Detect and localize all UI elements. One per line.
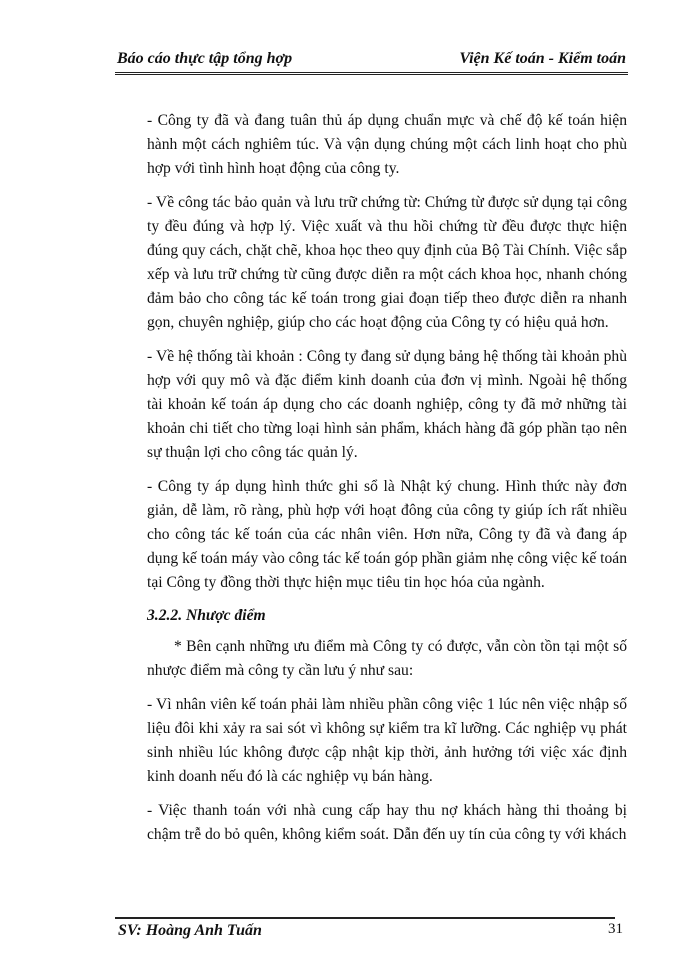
- paragraph-accounting-standards: - Công ty đã và đang tuân thủ áp dụng chuẩn mực và chế độ kế toán hiện hành một cách nghiêm túc. Và vận dụng chúng một cách linh hoạt cho phù hợp với tình hình hoạt động của công ty.: [147, 112, 627, 177]
- paragraph-bookkeeping-form: - Công ty áp dụng hình thức ghi sổ là Nhật ký chung. Hình thức này đơn giản, dễ làm, rõ ràng, phù hợp với hoạt đông của công ty giúp ích rất nhiều cho công tác kế toán của các nhân viên. Hơn nữa, Công ty đã và đang áp dụng kế toán máy vào công tác kế toán góp phần giảm nhẹ công việc kế toán tại Công ty đồng thời thực hiện mục tiêu tin học hóa của ngành.: [147, 478, 627, 591]
- page-body: [147, 109, 627, 857]
- paragraph-account-system: - Về hệ thống tài khoản : Công ty đang sử dụng bảng hệ thống tài khoản phù hợp với quy mô và đặc điểm kinh doanh của đơn vị mình. Ngoài hệ thống tài khoản kế toán áp dụng cho các doanh nghiệp, công ty đã mở những tài khoản chi tiết cho từng loại hình sản phẩm, khách hàng đã góp phần tạo nên sự thuận lợi cho công tác quản lý.: [147, 348, 627, 461]
- paragraph-document-storage: - Về công tác bảo quản và lưu trữ chứng từ: Chứng từ được sử dụng tại công ty đều đúng và hợp lý. Việc xuất và thu hồi chứng từ đều được thực hiện đúng quy cách, chặt chẽ, khoa học theo quy định của Bộ Tài Chính. Việc sắp xếp và lưu trữ chứng từ cũng được diễn ra một cách khoa học, nhanh chóng đảm bảo cho công tác kế toán trong giai đoạn tiếp theo được diễn ra nhanh gọn, chuyên nghiệp, giúp cho các hoạt động của Công ty có hiệu quả hơn.: [147, 194, 627, 331]
- page-number: 31: [608, 921, 623, 937]
- paragraph-payment-delays: - Việc thanh toán với nhà cung cấp hay thu nợ khách hàng thi thoảng bị chậm trễ do bỏ quên, không kiểm soát. Dẫn đến uy tín của công ty với khách: [147, 802, 627, 843]
- header-report-title: Báo cáo thực tập tổng hợp: [117, 50, 293, 67]
- footer-divider: [115, 917, 615, 919]
- footer-student-name: SV: Hoàng Anh Tuấn: [118, 922, 262, 939]
- header-institute: Viện Kế toán - Kiểm toán: [459, 50, 626, 67]
- paragraph-weaknesses-intro: * Bên cạnh những ưu điểm mà Công ty có được, vẫn còn tồn tại một số nhược điểm mà công ty cần lưu ý như sau:: [147, 638, 627, 679]
- page-header: [115, 48, 628, 75]
- section-heading-weaknesses: 3.2.2. Nhược điểm: [147, 607, 266, 624]
- paragraph-data-entry-errors: - Vì nhân viên kế toán phải làm nhiều phần công việc 1 lúc nên việc nhập số liệu đôi khi xảy ra sai sót vì không sự kiểm tra kĩ lưỡng. Các nghiệp vụ phát sinh nhiều lúc không được cập nhật kịp thời, ảnh hưởng tới việc xác định kinh doanh nếu đó là các nghiệp vụ bán hàng.: [147, 696, 627, 785]
